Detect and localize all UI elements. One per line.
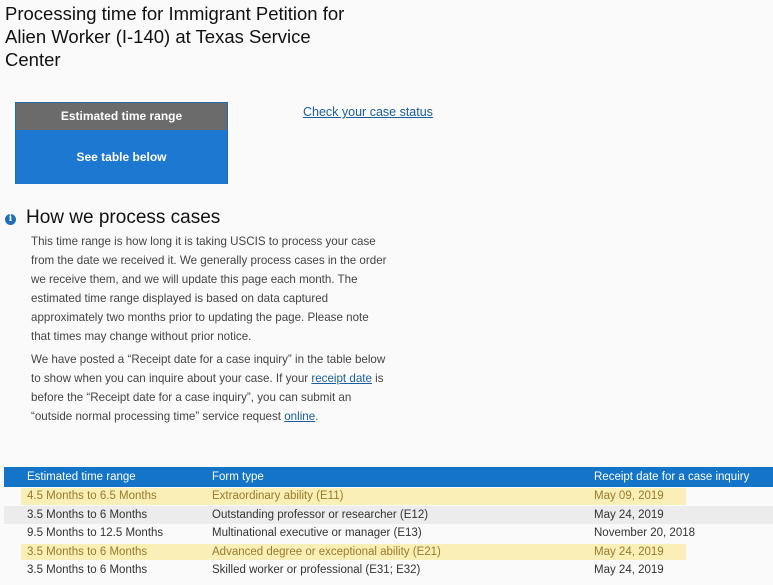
para2-text-a: We have posted a “Receipt date for a case inquiry” in the table below to show when you can inquire about your case. If your: [31, 353, 386, 385]
check-case-status-link[interactable]: Check your case status: [303, 105, 433, 119]
cell-receipt-date: November 20, 2018: [594, 527, 696, 540]
cell-receipt-date: May 24, 2019: [594, 545, 664, 558]
cell-range: 3.5 Months to 6 Months: [27, 508, 148, 521]
para2-text-c: .: [315, 410, 319, 423]
table-header-row: [4, 467, 773, 487]
cell-form-type: Skilled worker or professional (E31; E32): [212, 564, 421, 577]
table-row: [4, 524, 773, 543]
col-header-form[interactable]: Form type: [212, 471, 264, 483]
table-row: [4, 506, 773, 525]
process-description-paragraph: This time range is how long it is taking USCIS to process your case from the date we received it. We generally process cases in the order we receive them, and we will update this page each month. The estimated time range displayed is based on data captured approximately two months prior to updating the page. Please note that times may change without prior notice.: [31, 235, 387, 343]
cell-range: 3.5 Months to 6 Months: [27, 545, 148, 558]
page-title: Processing time for Immigrant Petition for Alien Worker (I-140) at Texas Service Center: [5, 3, 345, 70]
range-box-header: Estimated time range: [16, 103, 227, 130]
table-row: [4, 487, 773, 506]
receipt-date-link[interactable]: receipt date: [311, 372, 372, 385]
range-box-body: See table below: [16, 130, 227, 184]
table-row: [4, 561, 773, 580]
col-header-range[interactable]: Estimated time range: [27, 471, 136, 483]
receipt-inquiry-paragraph: [31, 350, 391, 426]
estimated-range-box: [15, 102, 228, 184]
section-heading: How we process cases: [26, 207, 221, 228]
cell-range: 3.5 Months to 6 Months: [27, 564, 148, 577]
cell-receipt-date: May 24, 2019: [594, 508, 664, 521]
cell-receipt-date: May 09, 2019: [594, 490, 664, 503]
cell-receipt-date: May 24, 2019: [594, 564, 664, 577]
cell-range: 4.5 Months to 6.5 Months: [27, 490, 157, 503]
cell-range: 9.5 Months to 12.5 Months: [27, 527, 164, 540]
table-row: [4, 543, 773, 562]
cell-form-type: Extraordinary ability (E11): [212, 490, 344, 503]
cell-form-type: Advanced degree or exceptional ability (E21): [212, 545, 441, 558]
processing-times-table: [4, 467, 773, 580]
info-icon: i: [5, 214, 16, 225]
cell-form-type: Multinational executive or manager (E13): [212, 527, 422, 540]
col-header-date[interactable]: Receipt date for a case inquiry: [594, 471, 750, 483]
online-request-link[interactable]: online: [284, 410, 316, 423]
cell-form-type: Outstanding professor or researcher (E12): [212, 508, 429, 521]
para2-text-b: is before the “Receipt date for a case inquiry”, you can submit an “outside normal processing time” service request: [31, 372, 384, 423]
